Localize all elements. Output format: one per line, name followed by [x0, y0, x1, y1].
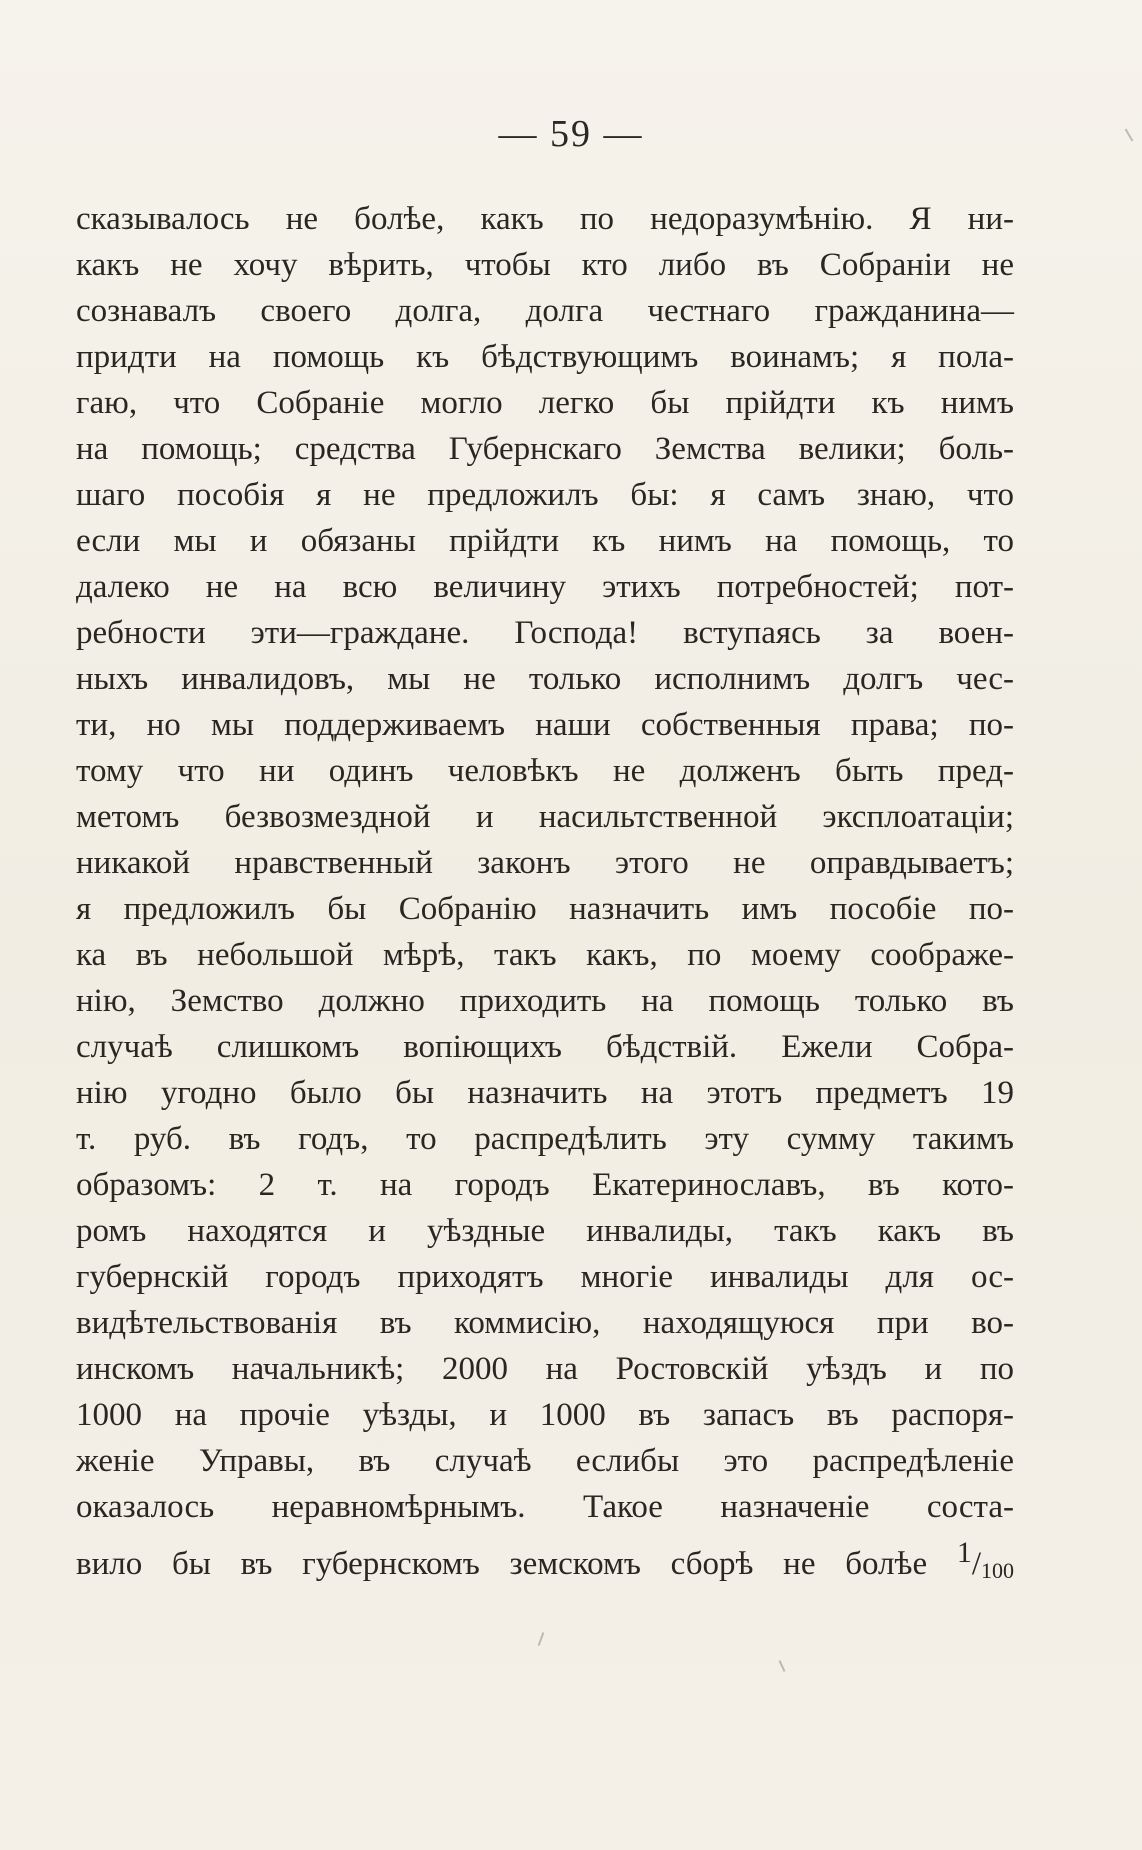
last-line-text: вило бы въ губернскомъ земскомъ сборѣ не болѣе [76, 1546, 928, 1582]
text-line: я предложилъ бы Собранію назначить имъ пособіе по- [76, 891, 1014, 927]
text-line: женіе Управы, въ случаѣ еслибы это распредѣленіе [76, 1443, 1014, 1479]
text-line: ромъ находятся и уѣздные инвалиды, такъ какъ въ [76, 1213, 1014, 1249]
text-line: сказывалось не болѣе, какъ по недоразумѣнію. Я ни- [76, 201, 1014, 237]
text-line: нію, Земство должно приходить на помощь только въ [76, 983, 1014, 1019]
text-line: на помощь; средства Губернскаго Земства велики; боль- [76, 431, 1014, 467]
text-line: если мы и обязаны прійдти къ нимъ на помощь, то [76, 523, 1014, 559]
text-line: гаю, что Собраніе могло легко бы прійдти къ нимъ [76, 385, 1014, 421]
text-line: видѣтельствованія въ коммисію, находящуюся при во- [76, 1305, 1014, 1341]
fraction-one-hundredth [956, 1536, 1015, 1583]
text-line: шаго пособія я не предложилъ бы: я самъ знаю, что [76, 477, 1014, 513]
scan-speck-mark [538, 1632, 545, 1646]
text-line: тому что ни одинъ человѣкъ не долженъ быть пред- [76, 753, 1014, 789]
text-line: какъ не хочу вѣрить, чтобы кто либо въ Собраніи не [76, 247, 1014, 283]
text-line: 1000 на прочіе уѣзды, и 1000 въ запасъ въ распоря- [76, 1397, 1014, 1433]
text-line: оказалось неравномѣрнымъ. Такое назначеніе соста- [76, 1489, 1014, 1525]
text-line: нію угодно было бы назначить на этотъ предметъ 19 [76, 1075, 1014, 1111]
text-line: ка въ небольшой мѣрѣ, такъ какъ, по моему соображе- [76, 937, 1014, 973]
text-line: придти на помощь къ бѣдствующимъ воинамъ; я пола- [76, 339, 1014, 375]
text-line: ти, но мы поддерживаемъ наши собственныя права; по- [76, 707, 1014, 743]
body-text [76, 196, 1015, 1583]
text-line: случаѣ слишкомъ вопіющихъ бѣдствій. Ежели Собра- [76, 1029, 1014, 1065]
text-line: инскомъ начальникѣ; 2000 на Ростовскій уѣздъ и по [76, 1351, 1014, 1387]
scan-speck-mark [779, 1660, 786, 1672]
text-line: никакой нравственный законъ этого не оправдываетъ; [76, 845, 1014, 881]
text-line: губернскій городъ приходятъ многіе инвалиды для ос- [76, 1259, 1014, 1295]
fraction-denominator: 100 [981, 1558, 1015, 1583]
text-line: ныхъ инвалидовъ, мы не только исполнимъ долгъ чес- [76, 661, 1014, 697]
text-line: далеко не на всю величину этихъ потребностей; пот- [76, 569, 1014, 605]
fraction-slash: / [971, 1546, 982, 1582]
fraction-numerator: 1 [956, 1536, 972, 1569]
text-line: сознавалъ своего долга, долга честнаго гражданина— [76, 293, 1014, 329]
text-line: метомъ безвозмездной и насильтственной эксплоатаціи; [76, 799, 1014, 835]
text-line: ребности эти—граждане. Господа! вступаясь за воен- [76, 615, 1014, 651]
text-line-last [76, 1530, 1015, 1583]
text-line: т. руб. въ годъ, то распредѣлить эту сумму такимъ [76, 1121, 1014, 1157]
page-number: — 59 — [498, 113, 644, 155]
text-line: образомъ: 2 т. на городъ Екатеринославъ, въ кото- [76, 1167, 1014, 1203]
